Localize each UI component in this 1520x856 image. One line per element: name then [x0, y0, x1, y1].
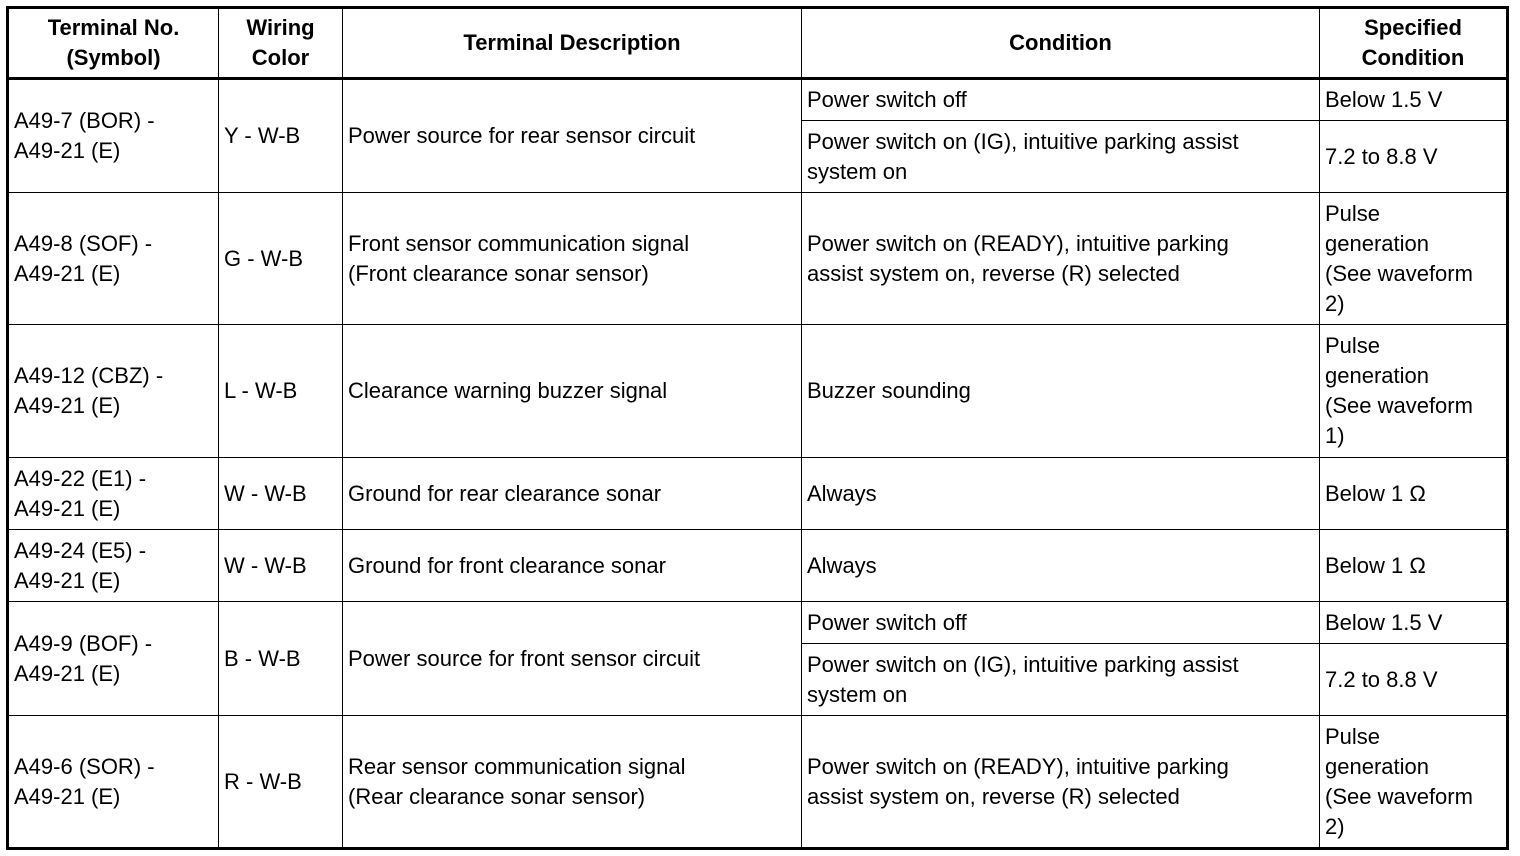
- terminal-cell: A49-8 (SOF) - A49-21 (E): [8, 193, 219, 325]
- specified-cell: Below 1.5 V: [1320, 602, 1508, 644]
- specified-cell: 7.2 to 8.8 V: [1320, 121, 1508, 193]
- condition-cell: Power switch on (IG), intuitive parking assist system on: [802, 121, 1320, 193]
- header-terminal-description: Terminal Description: [343, 8, 802, 79]
- condition-cell: Power switch on (READY), intuitive parking assist system on, reverse (R) selected: [802, 716, 1320, 849]
- specified-cell: Pulse generation (See waveform 1): [1320, 325, 1508, 458]
- condition-cell: Always: [802, 458, 1320, 530]
- specified-cell: Pulse generation (See waveform 2): [1320, 193, 1508, 325]
- condition-cell: Power switch off: [802, 602, 1320, 644]
- table-row: [8, 325, 1508, 458]
- wiring-cell: G - W-B: [219, 193, 343, 325]
- specified-cell: Pulse generation (See waveform 2): [1320, 716, 1508, 849]
- terminal-cell: A49-7 (BOR) - A49-21 (E): [8, 79, 219, 193]
- description-cell: Ground for rear clearance sonar: [343, 458, 802, 530]
- header-terminal-no: Terminal No. (Symbol): [8, 8, 219, 79]
- condition-cell: Always: [802, 530, 1320, 602]
- wiring-cell: L - W-B: [219, 325, 343, 458]
- terminal-cell: A49-12 (CBZ) - A49-21 (E): [8, 325, 219, 458]
- wiring-cell: Y - W-B: [219, 79, 343, 193]
- wiring-cell: W - W-B: [219, 530, 343, 602]
- table-row: [8, 602, 1508, 644]
- specified-cell: Below 1 Ω: [1320, 458, 1508, 530]
- wiring-cell: R - W-B: [219, 716, 343, 849]
- description-cell: Power source for front sensor circuit: [343, 602, 802, 716]
- terminal-cell: A49-24 (E5) - A49-21 (E): [8, 530, 219, 602]
- terminal-cell: A49-22 (E1) - A49-21 (E): [8, 458, 219, 530]
- table-row: [8, 716, 1508, 849]
- specified-cell: Below 1.5 V: [1320, 79, 1508, 121]
- description-cell: Front sensor communication signal (Front clearance sonar sensor): [343, 193, 802, 325]
- table-row: [8, 193, 1508, 325]
- specified-cell: 7.2 to 8.8 V: [1320, 644, 1508, 716]
- table-row: [8, 530, 1508, 602]
- wiring-cell: W - W-B: [219, 458, 343, 530]
- condition-cell: Power switch on (IG), intuitive parking assist system on: [802, 644, 1320, 716]
- header-condition: Condition: [802, 8, 1320, 79]
- description-cell: Ground for front clearance sonar: [343, 530, 802, 602]
- condition-cell: Power switch off: [802, 79, 1320, 121]
- header-row: [8, 8, 1508, 79]
- description-cell: Clearance warning buzzer signal: [343, 325, 802, 458]
- description-cell: Power source for rear sensor circuit: [343, 79, 802, 193]
- header-specified-condition: Specified Condition: [1320, 8, 1508, 79]
- terminal-cell: A49-6 (SOR) - A49-21 (E): [8, 716, 219, 849]
- description-cell: Rear sensor communication signal (Rear clearance sonar sensor): [343, 716, 802, 849]
- terminal-cell: A49-9 (BOF) - A49-21 (E): [8, 602, 219, 716]
- condition-cell: Power switch on (READY), intuitive parking assist system on, reverse (R) selected: [802, 193, 1320, 325]
- terminal-spec-table: [6, 6, 1509, 850]
- table-row: [8, 79, 1508, 121]
- table-row: [8, 458, 1508, 530]
- wiring-cell: B - W-B: [219, 602, 343, 716]
- condition-cell: Buzzer sounding: [802, 325, 1320, 458]
- header-wiring-color: Wiring Color: [219, 8, 343, 79]
- specified-cell: Below 1 Ω: [1320, 530, 1508, 602]
